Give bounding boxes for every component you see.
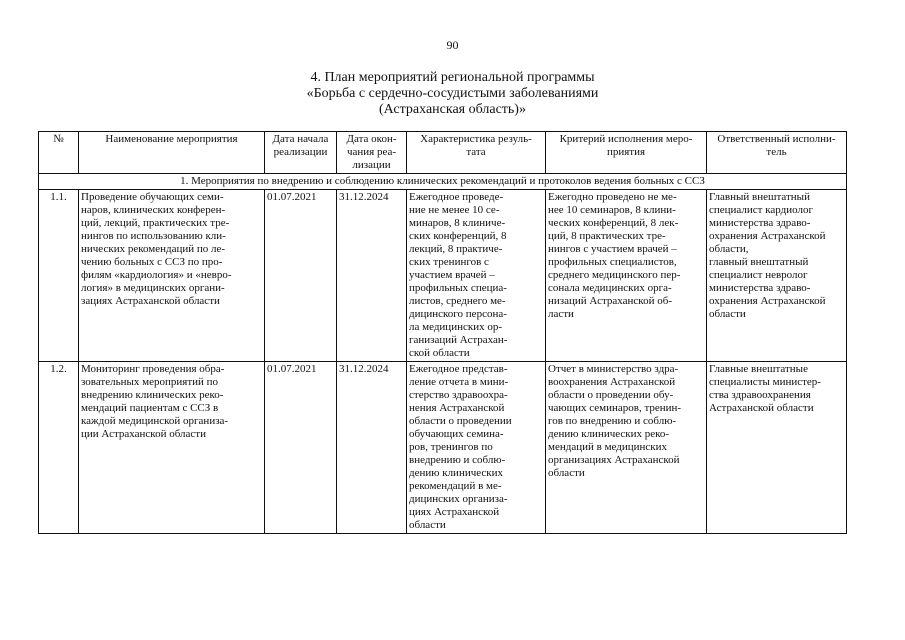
row-result: Ежегодное проведе- ние не менее 10 се- минаров, 8 клиниче- ских конференций, 8 лекций, 8 практиче- ских тренингов с участием врачей – профильных специа- листов, среднего ме- дицинского персона- ла медицинских ор- ганизаций Астрахан- ской области — [407, 190, 546, 362]
row-start-date: 01.07.2021 — [265, 362, 337, 534]
row-number: 1.2. — [39, 362, 79, 534]
row-responsible: Главные внештатные специалисты министер- ства здравоохранения Астраханской области — [707, 362, 847, 534]
row-end-date: 31.12.2024 — [337, 190, 407, 362]
title-line-2: «Борьба с сердечно-сосудистыми заболеваниями — [306, 86, 599, 101]
title-line-3: (Астраханская область)» — [379, 102, 526, 117]
title-line-1: 4. План мероприятий региональной программы — [310, 70, 595, 85]
section-row — [39, 174, 847, 190]
section-title: 1. Мероприятия по внедрению и соблюдению клинических рекомендаций и протоколов ведения больных с ССЗ — [39, 174, 847, 190]
row-result: Ежегодное представ- ление отчета в мини- стерство здравоохра- нения Астраханской области о проведении обучающих семина- ров, тренингов по внедрению и соблю- дению клинических рекомендаций в ме- дицинских организа- циях Астраханской области — [407, 362, 546, 534]
table-row — [39, 190, 847, 362]
row-criterion: Отчет в министерство здра- воохранения Астраханской области о проведении обу- чающих семинаров, тренин- гов по внедрению и соблю- дению клинических реко- мендаций в медицинских организациях Астраханской области — [546, 362, 707, 534]
header-criterion: Критерий исполнения меро- приятия — [546, 132, 707, 174]
header-responsible: Ответственный исполни- тель — [707, 132, 847, 174]
row-responsible: Главный внештатный специалист кардиолог министерства здраво- охранения Астраханской области, главный внештатный специалист невролог министерства здраво- охранения Астраханской области — [707, 190, 847, 362]
row-activity-name: Мониторинг проведения обра- зовательных мероприятий по внедрению клинических реко- мендаций пациентам с ССЗ в каждой медицинской организа- ции Астраханской области — [79, 362, 265, 534]
row-end-date: 31.12.2024 — [337, 362, 407, 534]
header-activity-name: Наименование мероприятия — [79, 132, 265, 174]
row-start-date: 01.07.2021 — [265, 190, 337, 362]
header-end-date: Дата окон- чания реа- лизации — [337, 132, 407, 174]
activities-plan-table — [38, 131, 847, 534]
table-header-row — [39, 132, 847, 174]
row-activity-name: Проведение обучающих семи- наров, клинических конферен- ций, лекций, практических тре- нингов по использованию кли- нических рекомендаций по ле- чению больных с ССЗ по про- филям «кардиология» и «невро- логия» в медицинских органи- зациях Астраханской области — [79, 190, 265, 362]
page-number: 90 — [446, 38, 459, 52]
header-result: Характеристика резуль- тата — [407, 132, 546, 174]
header-start-date: Дата начала реализации — [265, 132, 337, 174]
row-criterion: Ежегодно проведено не ме- нее 10 семинаров, 8 клини- ческих конференций, 8 лек- ций, 8 практических тре- нингов с участием врачей – профильных специалистов, среднего медицинского пер- сонала медицинских орга- низаций Астраханской об- ласти — [546, 190, 707, 362]
row-number: 1.1. — [39, 190, 79, 362]
table-row — [39, 362, 847, 534]
document-title — [0, 70, 905, 118]
header-number: № — [39, 132, 79, 174]
